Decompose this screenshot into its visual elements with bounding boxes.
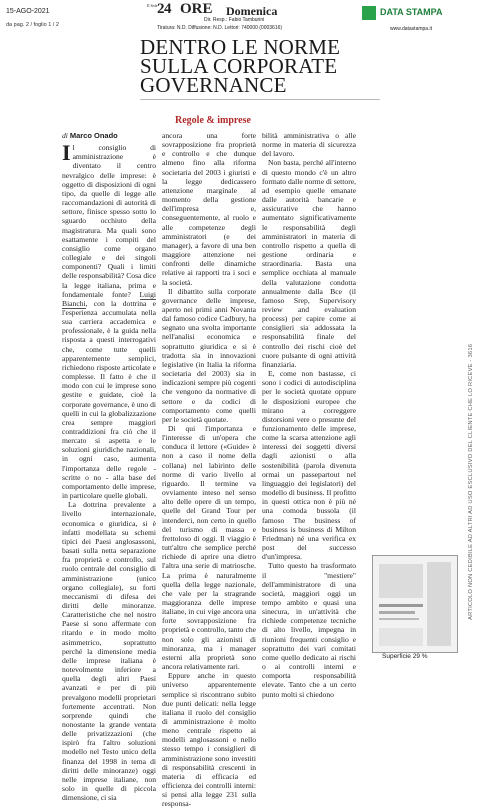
- copyright-sidenote: [462, 110, 474, 630]
- article-column-2: [162, 131, 256, 809]
- publication-name: ORE: [180, 1, 213, 17]
- author-line: [62, 131, 156, 140]
- sidenote-text: ARTICOLO NON CEDIBILE AD ALTRI AD USO ESCLUSIVO DEL CLIENTE CHE LO RICEVE - 3616: [468, 343, 474, 620]
- service-website: www.datastampa.it: [390, 26, 432, 32]
- paragraph: Il dibattito sulla corporate governance delle imprese, aperto nei primi anni Novanta dal famoso codice Cadbury, ha segnato una svolta importante nell'analisi economica e soprattutto giuridica e si è tradotta sia in innovazioni legislative (in Italia la riforma societaria del 2003) sia in indicazioni sempre più cogenti che vengono da normative di settore e da codici di comportamento come quelli per le società quotate.: [162, 286, 256, 424]
- service-name: DATA STAMPA: [380, 7, 443, 17]
- header-date: 15-AGO-2021: [6, 8, 50, 15]
- cover-line: [379, 604, 423, 607]
- article-column-3: [262, 131, 356, 699]
- cover-block: [379, 628, 423, 646]
- lead-text: l consiglio di amministrazione è diventato il centro nevralgico delle imprese: è oggetto di disposizioni di ogni tipo, da quelle di legge alle raccomandazioni di autorità di settore, finisce spesso sotto lo sguardo occhiuto della magistratura. Ma quali sono esattamente i compiti del consiglio come organo collegiale e dei singoli componenti? Quali i limiti delle responsabilità? Cosa dice la legge italiana, prima e fondamentale fonte?: [62, 143, 156, 299]
- paragraph: bilità amministrativa o alle norme in materia di sicurezza del lavoro.: [262, 131, 356, 159]
- title-line-2: SULLA CORPORATE: [140, 54, 338, 78]
- cover-line: [379, 611, 415, 614]
- section-label: Regole & imprese: [175, 115, 251, 126]
- lead-text-continued: , con la dottrina e l'esperienza accumulata nella sua carriera accademica e professionale, è la guida nella risposta a questi interrogativi che, come tutte quelli apparentemente semplici, richiedono risposte articolate e complesse. Il fatto è che il modo con cui le imprese sono gestite e guidate, cioè la corporate governance, è uno di quelli in cui la globalizzazione crea sempre maggiori contraddizioni fra ciò che il mercato si aspetta e le soluzioni giuridiche nazionali, in ogni caso, aumenta l'importanza delle regole - scritte o no - alla base del comportamento delle imprese, in particolare quelle globali.: [62, 298, 156, 501]
- highlighted-name: Luigi Bianchi: [62, 289, 156, 308]
- title-divider: [140, 99, 380, 100]
- header-director: Dir. Resp.: Fabio Tamburini: [204, 17, 265, 23]
- paragraph: Eppure anche in questo universo apparentemente semplice si riscontrano subito due punti delicati: nella legge italiana il ruolo del consiglio di amministrazione è molto meno centrale rispetto ai modelli anglosassoni e nello stesso tempo i consiglieri di amministrazione sono investiti di responsabilità crescenti in materia di efficacia ed efficienza dei controlli interni: si pensi alla legge 231 sulla responsa-: [162, 671, 256, 809]
- paragraph: Di qui l'importanza e l'interesse di un'opera che conduca il lettore («Guide» è non a caso il nome della collana) nel labirinto delle norme di vario livello al riguardo. Il termine va ovviamente inteso nel senso alto delle opere di un tempo, quelle del Grand Tour per intenderci, non certo in quello del turismo di massa e frettoloso di oggi. Il viaggio è tutt'altro che semplice perché richiede di aprire una dietro l'altra una serie di matriosche. La prima è naturalmente quella della legge nazionale, che vale per la stragrande maggioranza delle imprese italiane, in cui vige ancora una forte sovrapposizione fra proprietà e controllo, tanto che non solo gli azionisti di minoranza, ma i manager esterni alla proprietà sono ancora relativamente rari.: [162, 424, 256, 672]
- data-stampa-logo-icon: [362, 6, 376, 20]
- author-name: Marco Onado: [69, 131, 118, 140]
- paragraph: ancora una forte sovrapposizione fra proprietà e controllo e che dunque almeno fino alla riforma societaria del 2003 i giuristi e la legge dedicassero attenzione marginale al momento della gestione dell'impresa e, conseguentemente, al ruolo e alle competenze degli amministratori (e dei manager), a favore di una ben maggiore attenzione nei confronti delle dinamiche relative ai rapporti tra i soci e la società.: [162, 131, 256, 287]
- header-pages: da pag. 2 / foglio 1 / 2: [6, 22, 59, 28]
- header-circulation: Tiratura: N.D. Diffusione: N.D. Lettori: 740000 (0003616): [157, 25, 283, 31]
- publication-number: 24: [157, 1, 171, 17]
- publication-small: Il Sole: [147, 3, 158, 8]
- article-title: [140, 35, 380, 97]
- title-line-3: GOVERNANCE: [140, 73, 287, 97]
- publication-edition: Domenica: [226, 4, 278, 18]
- title-line-1: DENTRO LE NORME: [140, 35, 341, 59]
- paragraph: E, come non bastasse, ci sono i codici di autodisciplina per le società quotate oppure le disposizioni europee che mirano a correggere distorsioni vere o presunte del funzionamento delle imprese, come la scarsa attenzione agli interessi dei soggetti diversi dagli azionisti o alla sostenibilità (parola divenuta ormai un passepartout nel linguaggio dei legislatori) del modello di business. Il profitto in questi ottica non è più né una comoda bussola (il famoso The business of business is business di Milton Friedman) né una verifica ex post del successo d'un'impresa.: [262, 369, 356, 562]
- cover-line: [379, 618, 419, 620]
- article-column-1: [62, 131, 156, 802]
- author-prefix: di: [62, 131, 68, 140]
- paragraph: La dottrina prevalente a livello internazionale, economica e giuridica, si è infatti modellata su schemi tipici dei Paesi anglosassoni, basati sulla netta separazione fra proprietà e controllo, sul ruolo centrale del consiglio di amministrazione (unico organo collegiale), su forti meccanismi di difesa dei diritti delle minoranze. Caratteristiche che nel nostro Paese si sono affermate con ritardo e in modo molto asimmetrico, soprattutto perché la dimensione media delle imprese italiana è notevolmente inferiore a quella degli altri Paesi avanzati e per di più prevalgono modelli proprietari fortemente accentrati. Non sorprende quindi che nonostante la grande ventata delle privatizzazioni (che ispirò fra l'altro soluzioni modello nel Testo unico della finanza del 1998 in tema di diritti delle minoranze) oggi nelle imprese italiane, non solo in quelle di piccola dimensione, ci sia: [62, 500, 156, 803]
- surface-percentage: Superficie 29 %: [382, 653, 428, 660]
- cover-block: [379, 564, 423, 598]
- paragraph: Tutto questo ha trasformato il "mestiere" dell'amministratore di una società, maggiori oggi un tempo ambito e quasi una sinecura, in un'attività che richiede competenze tecniche di alto livello, impegna in riunioni frequenti consiglio e soprattutto dei vari comitati come quello dedicato ai rischi o ai controlli interni e comporta responsabilità elevate. Tanto che a un certo punto molti si chiedono: [262, 561, 356, 699]
- cover-block: [427, 562, 451, 646]
- paragraph: [62, 140, 156, 501]
- book-cover-image: [372, 555, 458, 653]
- paragraph: Non basta, perché all'interno di questo mondo c'è un altro formato dalle norme di settore, ad esempio quelle emanate dalle autorità bancarie e assicurative che hanno aumentato significativamente le responsabilità degli amministratori in materia di controllo rispetto a quella di gestione ordinaria e straordinaria. Basta una semplice occhiata al manuale della valutazione condotta annualmente dalla Bce (il famoso Srep, Supervisory review and evaluation process) per capire come ai consiglieri sia addossata la responsabilità finale del controllo dei rischi cioè del cuore pulsante di ogni attività finanziaria.: [262, 158, 356, 369]
- drop-cap: I: [62, 140, 71, 166]
